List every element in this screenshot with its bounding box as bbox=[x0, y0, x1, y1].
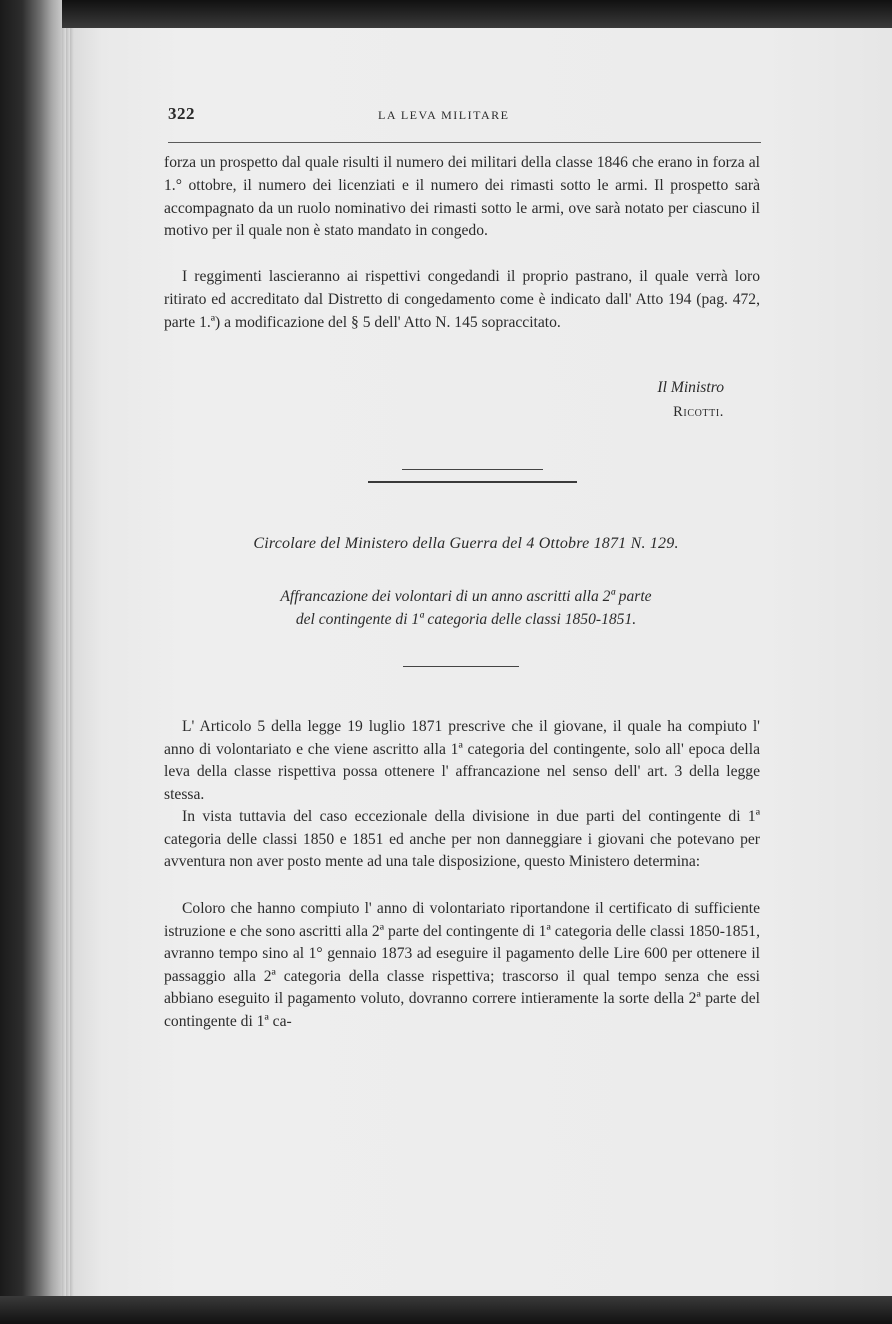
page-edge bbox=[62, 28, 74, 1296]
circular-title: Circolare del Ministero della Guerra del 4 Ottobre 1871 N. 129. bbox=[253, 535, 679, 552]
header-rule bbox=[168, 142, 761, 143]
circular-subtitle-line-2: del contingente di 1ª categoria delle classi 1850-1851. bbox=[295, 611, 637, 628]
body-paragraph-2: In vista tuttavia del caso eccezionale della divisione in due parti del contingente di 1ª categoria delle classi 1850 e 1851 ed anche per non danneggiare i giovani che potevano per avventura non aver posto mente ad una tale disposizione, questo Ministero determina: bbox=[164, 808, 760, 871]
subtitle-rule bbox=[403, 666, 519, 667]
page-number: 322 bbox=[168, 104, 195, 123]
circular-subtitle bbox=[166, 585, 766, 631]
intro-paragraph-1: forza un prospetto dal quale risulti il numero dei militari della classe 1846 che erano in forza al 1.° ottobre, il numero dei licenziati e il numero dei rimasti sotto le armi. Il prospetto sarà accompagnato da un ruolo nominativo dei rimasti sotto le armi, ove sarà notato per ciascuno il motivo per il quale non è stato mandato in congedo. bbox=[164, 154, 760, 240]
scan-border-top bbox=[0, 0, 892, 28]
scan-border-left bbox=[0, 0, 62, 1324]
body-paragraph-3: Coloro che hanno compiuto l' anno di volontariato riportandone il certificato di sufficiente istruzione e che sono ascritti alla 2ª parte del contingente di 1ª categoria delle classi 1850-1851, avranno tempo sino al 1° gennaio 1873 ad eseguire il pagamento delle Lire 600 per ottenere il passaggio alla 2ª categoria della classe rispettiva; trascorso il qual tempo senza che essi abbiano eseguito il pagamento voluto, dovranno correre intieramente la sorte della 2ª parte del contingente di 1ª ca- bbox=[164, 900, 760, 1030]
body-paragraph-1: L' Articolo 5 della legge 19 luglio 1871 prescrive che il giovane, il quale ha compiuto l' anno di volontariato e che viene ascritto alla 1ª categoria del contingente, solo all' epoca della leva della classe rispettiva possa ottenere l' affrancazione nel senso dell' art. 3 della legge stessa. bbox=[164, 718, 760, 803]
separator-rule-short bbox=[402, 469, 543, 470]
running-title: LA LEVA MILITARE bbox=[378, 108, 510, 122]
scan-border-bottom bbox=[0, 1296, 892, 1324]
circular-subtitle-line-1: Affrancazione dei volontari di un anno ascritti alla 2ª parte bbox=[280, 588, 652, 605]
separator-rule-long bbox=[368, 481, 577, 483]
intro-paragraph-2: I reggimenti lascieranno ai rispettivi congedandi il proprio pastrano, il quale verrà loro ritirato ed accreditato dal Distretto di congedamento come è indicato dall' Atto 194 (pag. 472, parte 1.ª) a modificazione del § 5 dell' Atto N. 145 sopraccitato. bbox=[164, 268, 760, 331]
signature-block bbox=[540, 376, 724, 424]
signature-role: Il Ministro bbox=[657, 379, 724, 396]
signature-name: Ricotti. bbox=[673, 404, 724, 420]
